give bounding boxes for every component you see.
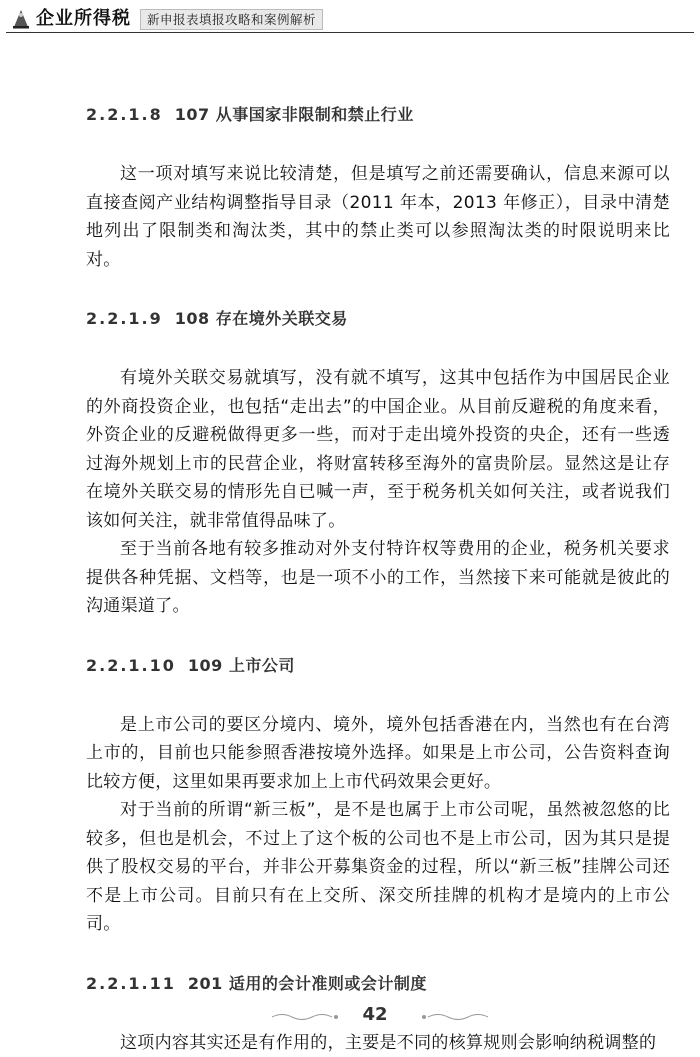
paragraph: 对于当前的所谓“新三板”，是不是也属于上市公司呢，虽然被忽悠的比较多，但也是机会，不过上了这个板的公司也不是上市公司，因为其只是提供了股权交易的平台，并非公开募集资金的过程，所以“新三板”挂牌公司还不是上市公司。目前只有在上交所、深交所挂牌的机构才是境内的上市公司。 — [86, 796, 670, 939]
page-footer — [0, 1000, 700, 1030]
section-2-2-1-9 — [86, 304, 670, 621]
section-heading — [86, 969, 670, 999]
section-2-2-1-8 — [86, 100, 670, 274]
paragraph: 这项内容其实还是有作用的，主要是不同的核算规则会影响纳税调整的 — [86, 1029, 670, 1057]
section-number: 2.2.1.11 — [86, 974, 176, 993]
section-number: 2.2.1.10 — [86, 656, 176, 675]
section-heading — [86, 651, 670, 681]
running-header — [6, 6, 694, 33]
book-logo-icon — [12, 9, 30, 29]
book-subtitle: 新申报表填报攻略和案例解析 — [140, 9, 323, 30]
section-title: 109 上市公司 — [188, 656, 295, 675]
section-number: 2.2.1.9 — [86, 309, 163, 328]
section-title: 108 存在境外关联交易 — [175, 309, 348, 328]
paragraph: 这一项对填写来说比较清楚，但是填写之前还需要确认，信息来源可以直接查阅产业结构调整指导目录（2011 年本，2013 年修正），目录中清楚地列出了限制类和淘汰类，其中的禁止类可以参照淘汰类的时限说明来比对。 — [86, 160, 670, 274]
paragraph: 是上市公司的要区分境内、境外，境外包括香港在内，当然也有在台湾上市的，目前也只能参照香港按境外选择。如果是上市公司，公告资料查询比较方便，这里如果再要求加上上市代码效果会更好。 — [86, 711, 670, 797]
section-heading — [86, 100, 670, 130]
page-number: 42 — [330, 1004, 420, 1025]
paragraph: 至于当前各地有较多推动对外支付特许权等费用的企业，税务机关要求提供各种凭据、文档等，也是一项不小的工作，当然接下来可能就是彼此的沟通渠道了。 — [86, 535, 670, 621]
book-title: 企业所得税 — [36, 8, 131, 30]
section-number: 2.2.1.8 — [86, 105, 163, 124]
section-heading — [86, 304, 670, 334]
section-title: 201 适用的会计准则或会计制度 — [188, 974, 427, 993]
paragraph: 有境外关联交易就填写，没有就不填写，这其中包括作为中国居民企业的外商投资企业，也包括“走出去”的中国企业。从目前反避税的角度来看，外资企业的反避税做得更多一些，而对于走出境外投资的央企，还有一些透过海外规划上市的民营企业，将财富转移至海外的富贵阶层。显然这是让存在境外关联交易的情形先自已喊一声，至于税务机关如何关注，或者说我们该如何关注，就非常值得品味了。 — [86, 364, 670, 535]
section-title: 107 从事国家非限制和禁止行业 — [175, 105, 414, 124]
page-content — [86, 100, 670, 1057]
section-2-2-1-10 — [86, 651, 670, 939]
footer-ornament-right-icon — [420, 1012, 490, 1022]
